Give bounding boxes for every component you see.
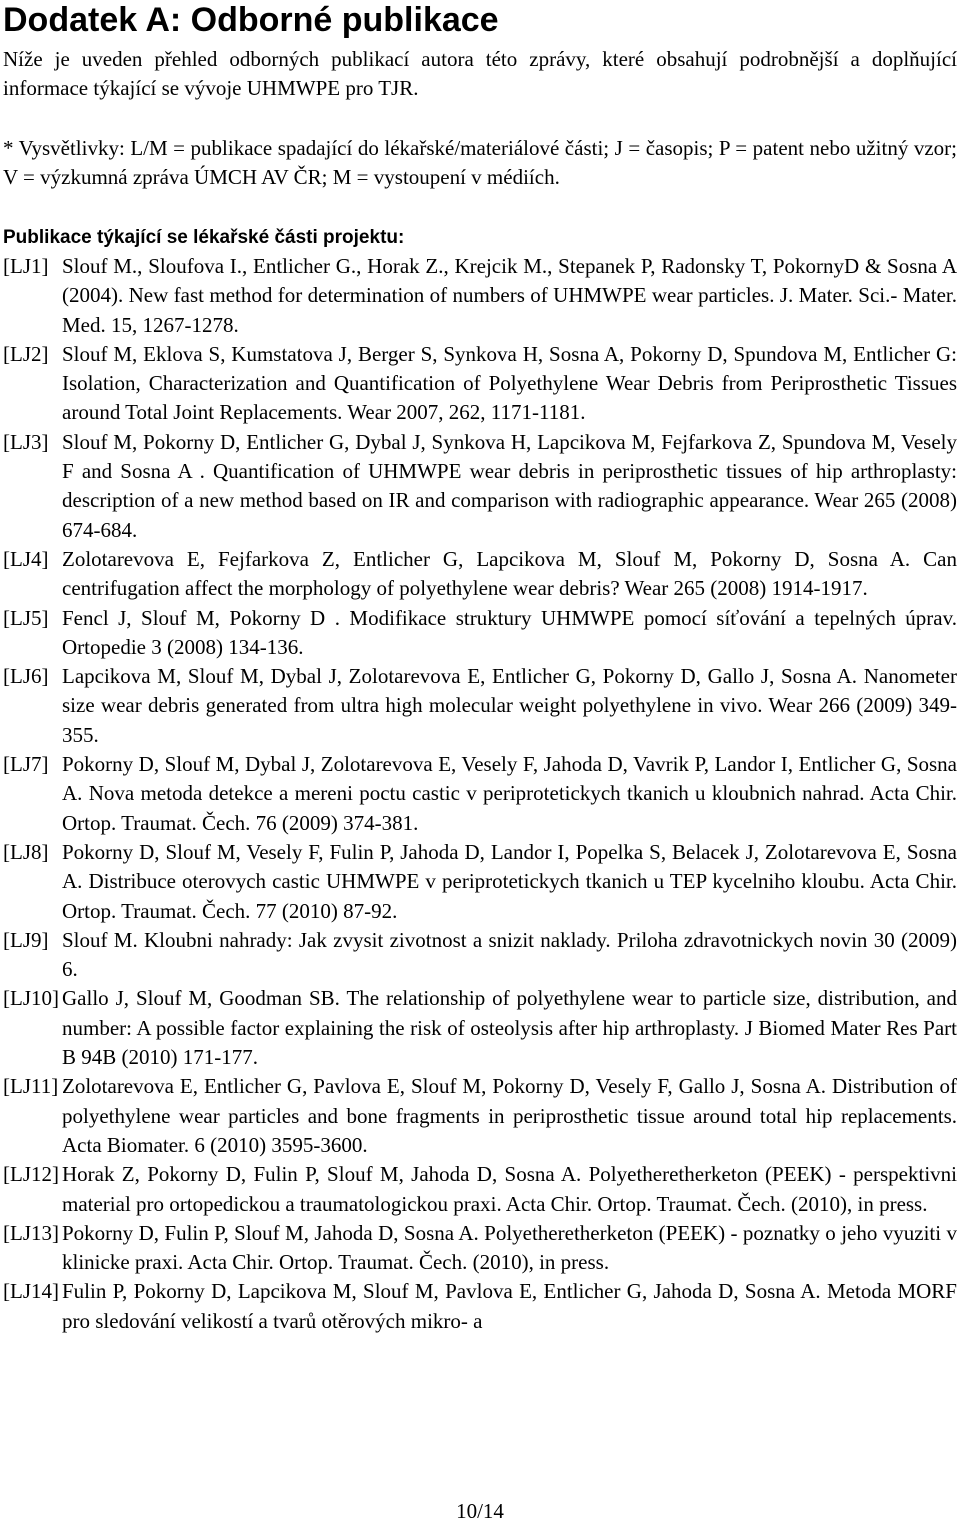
reference-list [0,252,960,1336]
reference-text: Pokorny D, Fulin P, Slouf M, Jahoda D, Sosna A. Polyetheretherketon (PEEK) - poznatky o jeho vyuziti v klinicke praxi. Acta Chir. Ortop. Traumat. Čech. (2010), in press. [62,1220,957,1275]
reference-code: [LJ8] [3,839,49,864]
reference-item [0,1219,960,1278]
reference-item [0,838,960,926]
reference-text: Lapcikova M, Slouf M, Dybal J, Zolotarevova E, Entlicher G, Pokorny D, Gallo J, Sosna A. Nanometer size wear debris generated from ultra high molecular weight polyethylene in vivo. Wear 266 (2009) 349-355. [62,664,957,747]
page-number: 10/14 [456,1499,504,1523]
reference-item [0,545,960,604]
reference-text: Fencl J, Slouf M, Pokorny D . Modifikace struktury UHMWPE pomocí síťování a tepelných úprav. Ortopedie 3 (2008) 134-136. [62,605,957,659]
reference-code: [LJ5] [3,605,49,630]
reference-item [0,1160,960,1219]
reference-item [0,926,960,985]
reference-text: Slouf M., Sloufova I., Entlicher G., Horak Z., Krejcik M., Stepanek P, Radonsky T, PokornyD & Sosna A (2004). New fast method for determination of numbers of UHMWPE wear particles. J. Mater. Sci.- Mater. Med. 15, 1267-1278. [62,254,957,337]
reference-item [0,750,960,838]
intro-paragraph: Níže je uveden přehled odborných publikací autora této zprávy, které obsahují podrobnější a doplňující informace týkající se vývoje UHMWPE pro TJR. [3,47,957,100]
reference-code: [LJ7] [3,752,49,777]
reference-code: [LJ2] [3,341,49,366]
reference-code: [LJ12] [3,1162,59,1187]
reference-item [0,252,960,340]
reference-code: [LJ11] [3,1074,59,1099]
reference-text: Zolotarevova E, Entlicher G, Pavlova E, Slouf M, Pokorny D, Vesely F, Gallo J, Sosna A. Distribution of polyethylene wear particles and bone fragments in periprosthetic tissue around total hip replacements. Acta Biomater. 6 (2010) 3595-3600. [62,1074,957,1157]
reference-item [0,340,960,428]
reference-text: Slouf M, Pokorny D, Entlicher G, Dybal J, Synkova H, Lapcikova M, Fejfarkova Z, Spundova M, Vesely F and Sosna A . Quantification of UHMWPE wear debris in periprosthetic tissues of hip arthroplasty: description of a new method based on IR and comparison with radiographic appearance. Wear 265 (2008) 674-684. [62,429,957,542]
reference-item [0,604,960,663]
reference-code: [LJ1] [3,254,49,278]
reference-code: [LJ6] [3,664,49,689]
reference-item [0,1072,960,1160]
reference-text: Fulin P, Pokorny D, Lapcikova M, Slouf M, Pavlova E, Entlicher G, Jahoda D, Sosna A. Metoda MORF pro sledování velikostí a tvarů otěrových mikro- a [62,1279,957,1333]
reference-item [0,984,960,1072]
reference-text: Zolotarevova E, Fejfarkova Z, Entlicher G, Lapcikova M, Slouf M, Pokorny D, Sosna A. Can centrifugation affect the morphology of polyethylene wear debris? Wear 265 (2008) 1914-1917. [62,546,957,601]
reference-text: Pokorny D, Slouf M, Vesely F, Fulin P, Jahoda D, Landor I, Popelka S, Belacek J, Zolotarevova E, Sosna A. Distribuce oterovych castic UHMWPE v periprotetickych tkanich u TEP kycelniho kloubu. Acta Chir. Ortop. Traumat. Čech. 77 (2010) 87-92. [62,839,957,923]
legend-paragraph: * Vysvětlivky: L/M = publikace spadající do lékařské/materiálové části; J = časopis; P = patent nebo užitný vzor; V = výzkumná zpráva ÚMCH AV ČR; M = vystoupení v médiích. [3,136,957,189]
reference-code: [LJ14] [3,1279,59,1304]
reference-item [0,662,960,750]
reference-code: [LJ9] [3,927,49,952]
reference-text: Gallo J, Slouf M, Goodman SB. The relationship of polyethylene wear to particle size, distribution, and number: A possible factor explaining the risk of osteolysis after hip arthroplasty. J Biomed Mater Res Part B 94B (2010) 171-177. [62,986,957,1070]
reference-item [0,1277,960,1336]
reference-code: [LJ4] [3,546,49,571]
reference-text: Slouf M, Eklova S, Kumstatova J, Berger S, Synkova H, Sosna A, Pokorny D, Spundova M, Entlicher G: Isolation, Characterization and Quantification of Polyethylene Wear Debris from Periprosthetic Tissues around Total Joint Replacements. Wear 2007, 262, 1171-1181. [62,341,957,425]
page-title: Dodatek A: Odborné publikace [3,1,499,39]
reference-code: [LJ13] [3,1220,59,1245]
reference-text: Horak Z, Pokorny D, Fulin P, Slouf M, Jahoda D, Sosna A. Polyetheretherketon (PEEK) - perspektivni material pro ortopedickou a traumatologickou praxi. Acta Chir. Ortop. Traumat. Čech. (2010), in press. [62,1162,957,1216]
reference-code: [LJ3] [3,429,49,454]
section-heading: Publikace týkající se lékařské části projektu: [3,227,405,248]
reference-code: [LJ10] [3,986,59,1011]
reference-text: Slouf M. Kloubni nahrady: Jak zvysit zivotnost a snizit naklady. Priloha zdravotnickych novin 30 (2009) 6. [62,927,957,982]
reference-text: Pokorny D, Slouf M, Dybal J, Zolotarevova E, Vesely F, Jahoda D, Vavrik P, Landor I, Entlicher G, Sosna A. Nova metoda detekce a mereni poctu castic v periprotetickych tkanich u kloubnich nahrad. Acta Chir. Ortop. Traumat. Čech. 76 (2009) 374-381. [62,752,957,835]
reference-item [0,428,960,545]
